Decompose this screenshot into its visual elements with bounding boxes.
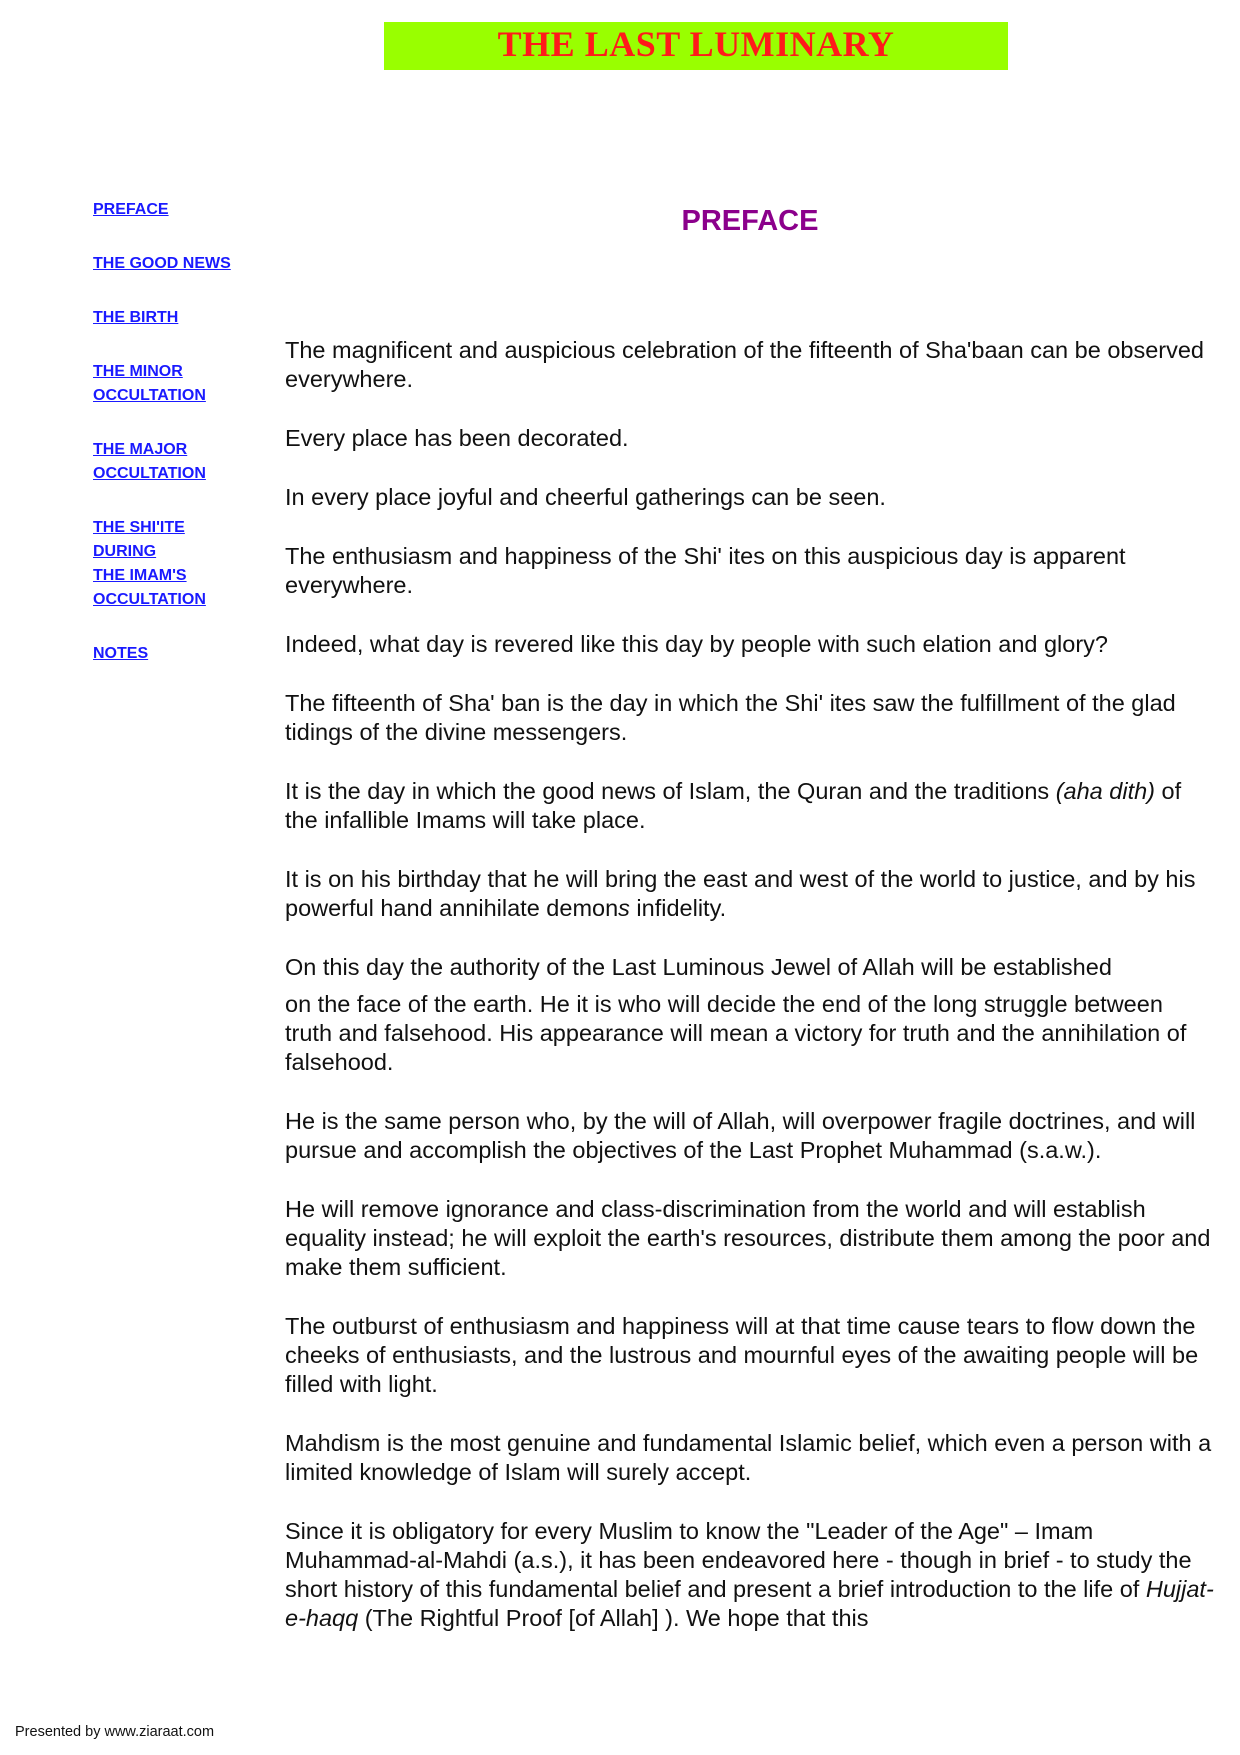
paragraph-italic: Hujjat-e-haqq: [285, 1576, 1214, 1631]
nav-link-good-news[interactable]: THE GOOD NEWS: [93, 255, 231, 272]
paragraph: [285, 1517, 1215, 1633]
nav-link-birth[interactable]: THE BIRTH: [93, 309, 179, 326]
document-title: THE LAST LUMINARY: [497, 24, 895, 64]
nav-link-major-occultation-line2[interactable]: OCCULTATION: [93, 465, 206, 482]
paragraph: on the face of the earth. He it is who will decide the end of the long struggle between truth and falsehood. His appearance will mean a victory for truth and the annihilation of falsehood.: [285, 991, 1187, 1075]
paragraph-italic: (aha dith): [1055, 778, 1155, 804]
preface-body: [285, 336, 1215, 1633]
nav-item-good-news[interactable]: [93, 252, 231, 276]
paragraph: Mahdism is the most genuine and fundamental Islamic belief, which even a person with a limited knowledge of Islam will surely accept.: [285, 1430, 1212, 1485]
paragraph: [285, 865, 1215, 923]
paragraph-text: infidelity.: [629, 895, 727, 921]
section-heading: PREFACE: [681, 205, 819, 237]
nav-link-preface[interactable]: PREFACE: [93, 201, 169, 218]
nav-item-shiite-during-occultation[interactable]: [93, 516, 206, 612]
paragraph-first-line: On this day the authority of the Last Luminous Jewel of Allah will be established: [285, 954, 1112, 980]
nav-item-birth[interactable]: [93, 306, 178, 330]
nav-link-shiite-line4[interactable]: OCCULTATION: [93, 591, 206, 608]
nav-item-notes[interactable]: [93, 642, 148, 666]
paragraph: The magnificent and auspicious celebration of the fifteenth of Sha'baan can be observed everywhere.: [285, 337, 1204, 392]
paragraph-text: Since it is obligatory for every Muslim to know the "Leader of the Age" – Imam Muhammad-al-Mahdi (a.s.), it has been endeavored here - though in brief - to study the short history of this fundamental belief and present a brief introduction to the life of: [285, 1518, 1192, 1602]
paragraph: The outburst of enthusiasm and happiness will at that time cause tears to flow down the cheeks of enthusiasts, and the lustrous and mournful eyes of the awaiting people will be filled with light.: [285, 1313, 1199, 1397]
paragraph-text: (The Rightful Proof [of Allah] ). We hope that this: [358, 1605, 869, 1631]
nav-item-major-occultation[interactable]: [93, 438, 206, 486]
paragraph: The fifteenth of Sha' ban is the day in which the Shi' ites saw the fulfillment of the glad tidings of the divine messengers.: [285, 690, 1176, 745]
nav-item-preface[interactable]: [93, 198, 169, 222]
nav-item-minor-occultation[interactable]: [93, 360, 206, 408]
paragraph-italic: s: [618, 895, 630, 921]
footer-credit: Presented by www.ziaraat.com: [15, 1724, 215, 1740]
nav-link-minor-occultation-line1[interactable]: THE MINOR: [93, 363, 183, 380]
paragraph: [285, 777, 1215, 835]
paragraph-text: It is the day in which the good news of Islam, the Quran and the traditions: [285, 778, 1056, 804]
paragraph: The enthusiasm and happiness of the Shi' ites on this auspicious day is apparent everywhere.: [285, 543, 1126, 598]
nav-link-shiite-line1[interactable]: THE SHI'ITE: [93, 519, 185, 536]
paragraph: He will remove ignorance and class-discrimination from the world and will establish equality instead; he will exploit the earth's resources, distribute them among the poor and make them sufficient.: [285, 1196, 1211, 1280]
nav-link-shiite-line3[interactable]: THE IMAM'S: [93, 567, 187, 584]
nav-link-notes[interactable]: NOTES: [93, 645, 149, 662]
nav-link-major-occultation-line1[interactable]: THE MAJOR: [93, 441, 188, 458]
paragraph-text: It is on his birthday that he will bring the east and west of the world to justice, and by his powerful hand annihilate demon: [285, 866, 1196, 921]
paragraph: Every place has been decorated.: [285, 425, 629, 451]
title-banner: [384, 22, 1008, 70]
paragraph-text: of the infallible Imams will take place.: [285, 778, 1182, 833]
nav-link-minor-occultation-line2[interactable]: OCCULTATION: [93, 387, 206, 404]
paragraph: Indeed, what day is revered like this day by people with such elation and glory?: [285, 631, 1108, 657]
nav-link-shiite-line2[interactable]: DURING: [93, 543, 157, 560]
paragraph: He is the same person who, by the will of Allah, will overpower fragile doctrines, and will pursue and accomplish the objectives of the Last Prophet Muhammad (s.a.w.).: [285, 1108, 1196, 1163]
paragraph: In every place joyful and cheerful gatherings can be seen.: [285, 484, 886, 510]
